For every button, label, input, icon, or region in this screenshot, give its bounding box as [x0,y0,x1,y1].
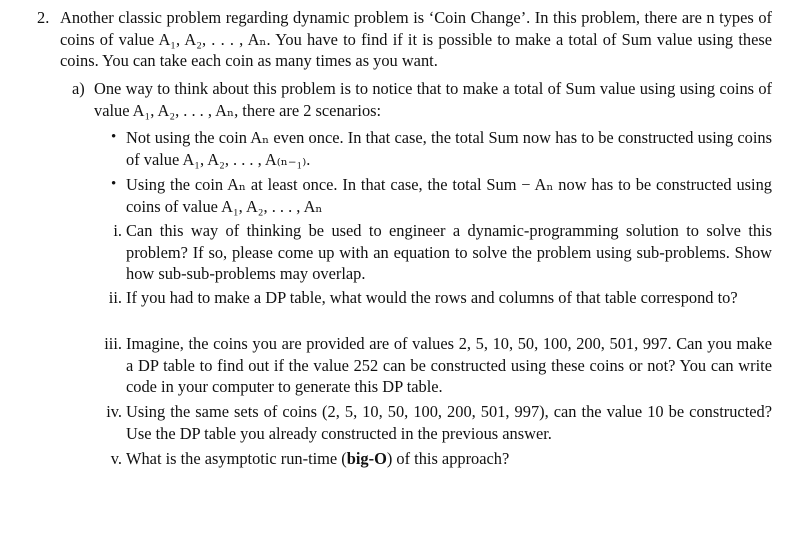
subquestion-label: iii. [104,334,122,353]
subquestion-iii: Imagine, the coins you are provided are of values 2, 5, 10, 50, 100, 200, 501, 997. Can you make a DP table to find out if the value 252 can be constructed using these coins or not? You can write code in your computer to generate this DP table. [126,334,772,396]
question-number: 2. [37,8,50,27]
subquestion-v [126,448,772,470]
subquestion-label: v. [110,449,122,468]
bullet-marker: • [111,129,117,145]
subquestion-label: ii. [108,288,122,307]
question-intro: Another classic problem regarding dynamic problem is ‘Coin Change’. In this problem, there are n types of coins of value A₁, A₂, . . . , Aₙ. You have to find if it is possible to make a total of Sum value using these coins. You can take each coin as many times as you want. [60,8,772,70]
part-a-text: One way to think about this problem is to notice that to make a total of Sum value using using coins of value A₁, A₂, . . . , Aₙ, there are 2 scenarios: [94,79,772,120]
part-a-label: a) [72,79,85,98]
big-o-term: big-O [346,449,387,468]
subquestion-v-text-after: ) of this approach? [386,449,510,468]
bullet-item-not-using: Not using the coin Aₙ even once. In that case, the total Sum now has to be constructed using coins of value A₁, A₂, . . . , A₍ₙ₋₁₎. [126,128,772,169]
subquestion-i: Can this way of thinking be used to engineer a dynamic-programming solution to solve this problem? If so, please come up with an equation to solve the problem using sub-problems. Show how sub-sub-problems may overlap. [126,221,772,283]
subquestion-label: i. [113,221,122,240]
subquestion-ii: If you had to make a DP table, what would the rows and columns of that table correspond to? [126,288,738,307]
subquestion-iv: Using the same sets of coins (2, 5, 10, 50, 100, 200, 501, 997), can the value 10 be constructed? Use the DP table you already constructed in the previous answer. [126,402,772,443]
subquestion-label: iv. [106,402,122,421]
bullet-item-using: Using the coin Aₙ at least once. In that case, the total Sum − Aₙ now has to be constructed using coins of value A₁, A₂, . . . , Aₙ [126,175,772,216]
subquestion-v-text-before: What is the asymptotic run-time ( [126,449,347,468]
bullet-marker: • [111,176,117,192]
